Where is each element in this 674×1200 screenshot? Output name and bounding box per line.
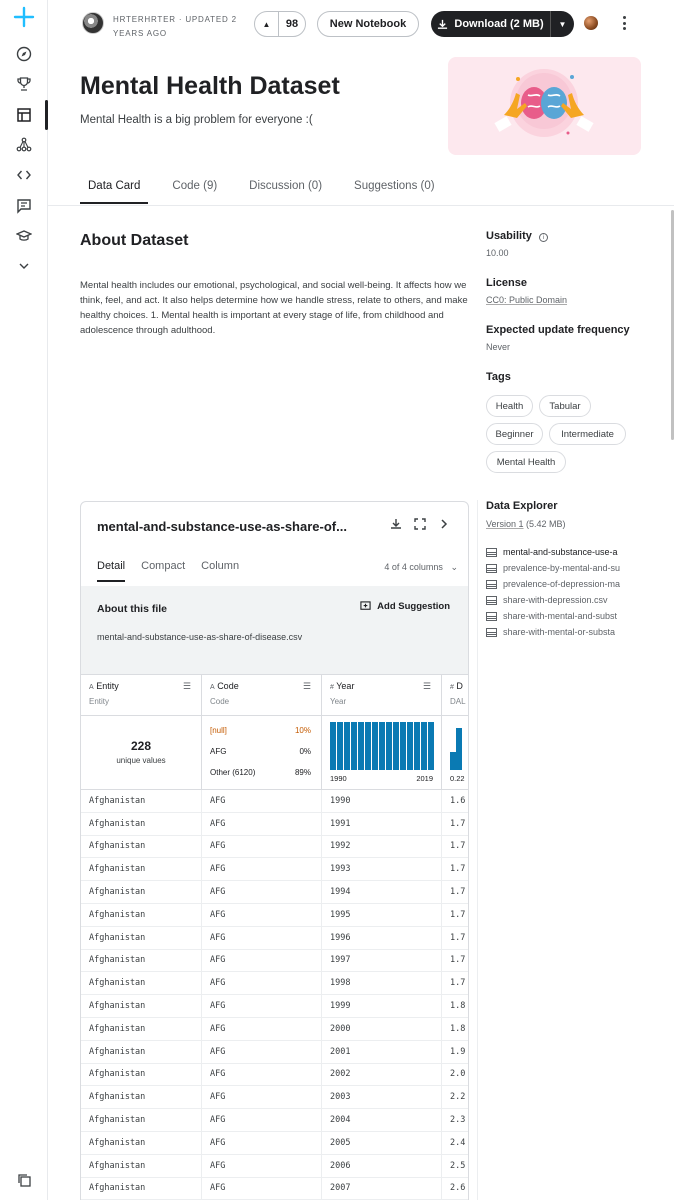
table-row[interactable] — [81, 927, 468, 950]
file-full-name: mental-and-substance-use-as-share-of-disease.csv — [97, 632, 303, 642]
table-cell: Afghanistan — [81, 1132, 202, 1154]
download-label: Download (2 MB) — [454, 18, 544, 30]
update-frequency-value: Never — [486, 342, 511, 352]
table-row[interactable] — [81, 1086, 468, 1109]
table-row[interactable] — [81, 881, 468, 904]
year-max: 2019 — [416, 774, 433, 783]
table-file-icon — [486, 580, 497, 589]
file-name: share-with-depression.csv — [503, 595, 608, 605]
table-cell: AFG — [202, 1109, 322, 1131]
file-preview-card — [80, 501, 469, 1200]
owner-avatar[interactable] — [82, 12, 104, 34]
file-name: prevalence-of-depression-ma — [503, 579, 621, 589]
table-cell: Afghanistan — [81, 881, 202, 903]
table-cell: AFG — [202, 790, 322, 812]
table-row[interactable] — [81, 1178, 468, 1200]
file-name: share-with-mental-or-substa — [503, 627, 616, 637]
code-stats — [202, 716, 322, 789]
download-button[interactable] — [431, 11, 574, 37]
file-list — [486, 544, 646, 640]
download-icon — [437, 19, 448, 30]
owner-updated-text[interactable]: HRTERHRTER · UPDATED 2 YEARS AGO — [113, 15, 237, 38]
datasets-table-icon[interactable] — [14, 105, 34, 125]
table-row[interactable] — [81, 790, 468, 813]
histogram-bar — [407, 722, 413, 770]
column-count-select[interactable] — [384, 562, 458, 573]
table-cell: 2005 — [322, 1132, 442, 1154]
file-item[interactable] — [486, 608, 646, 624]
more-options-icon[interactable] — [618, 14, 630, 32]
table-cell: 2003 — [322, 1086, 442, 1108]
table-cell: 2.6 — [450, 1183, 466, 1194]
about-heading: About Dataset — [80, 232, 189, 249]
data-explorer-label: Data Explorer — [486, 500, 558, 512]
file-item[interactable] — [486, 576, 646, 592]
file-item[interactable] — [486, 544, 646, 560]
table-cell: 1.7 — [450, 978, 466, 989]
table-cell: Afghanistan — [81, 950, 202, 972]
table-cell: 1.7 — [450, 864, 466, 875]
table-cell: Afghanistan — [81, 904, 202, 926]
chevron-down-icon[interactable] — [14, 256, 34, 276]
top-bar — [48, 0, 674, 48]
file-item[interactable] — [486, 624, 646, 640]
table-cell: 1.7 — [450, 841, 466, 852]
column-name: Year — [336, 681, 355, 691]
file-item[interactable] — [486, 560, 646, 576]
table-row[interactable] — [81, 1155, 468, 1178]
histogram-bar — [421, 722, 427, 770]
column-divider — [477, 500, 478, 1200]
table-cell: 1991 — [322, 813, 442, 835]
about-description: Mental health includes our emotional, psychological, and social well-being. It affects how we think, feel, and act. It also helps determine how we handle stress, relate to others, and make healthy choices. 1. Mental health is important at every stage of life, from childhood and adolescence through adulthood. — [80, 280, 468, 336]
chevron-right-icon[interactable] — [438, 518, 450, 533]
usability-value: 10.00 — [486, 248, 509, 258]
chevron-down-icon: ⌄ — [450, 562, 458, 572]
table-cell: Afghanistan — [81, 858, 202, 880]
histogram-bar — [330, 722, 336, 770]
table-row[interactable] — [81, 972, 468, 995]
dalys-stats — [442, 716, 469, 789]
table-cell: 1.7 — [450, 909, 466, 920]
table-row[interactable] — [81, 813, 468, 836]
table-cell: Afghanistan — [81, 972, 202, 994]
table-cell: 2002 — [322, 1064, 442, 1086]
table-cell: 1997 — [322, 950, 442, 972]
table-cell: 1.9 — [450, 1046, 466, 1057]
table-cell: AFG — [202, 881, 322, 903]
tag-chip[interactable]: Tabular — [539, 395, 591, 417]
column-name: Entity — [96, 681, 119, 691]
table-cell: AFG — [202, 1018, 322, 1040]
table-file-icon — [486, 628, 497, 637]
sort-filter-icon[interactable]: ☰ — [422, 681, 431, 691]
table-cell: AFG — [202, 950, 322, 972]
column-header-code[interactable] — [202, 675, 322, 715]
table-cell: 2001 — [322, 1041, 442, 1063]
histogram-bar — [414, 722, 420, 770]
histogram-bar — [365, 722, 371, 770]
column-header-entity[interactable] — [81, 675, 202, 715]
tab-data-card[interactable]: Data Card — [80, 180, 148, 204]
year-histogram[interactable] — [330, 722, 434, 770]
file-card-title: mental-and-substance-use-as-share-of... — [97, 519, 347, 534]
histogram-bar — [393, 722, 399, 770]
compass-icon[interactable] — [14, 44, 34, 64]
histogram-bar — [351, 722, 357, 770]
usability-label: Usability — [486, 230, 532, 242]
view-mode-tabs — [97, 560, 239, 582]
table-cell: Afghanistan — [81, 1109, 202, 1131]
other-label: Other (6120) — [210, 768, 256, 777]
table-file-icon — [486, 564, 497, 573]
unique-label: unique values — [116, 756, 166, 765]
tag-chip[interactable]: Mental Health — [486, 451, 566, 473]
expand-fullscreen-icon[interactable] — [414, 518, 426, 533]
table-cell: 1.7 — [450, 818, 466, 829]
column-name: Code — [217, 681, 239, 691]
tab-suggestions[interactable]: Suggestions (0) — [354, 180, 435, 192]
column-description: Entity — [89, 697, 110, 706]
histogram-bar — [358, 722, 364, 770]
table-cell: 1992 — [322, 836, 442, 858]
table-row[interactable] — [81, 1132, 468, 1155]
table-cell: Afghanistan — [81, 1086, 202, 1108]
column-description: Code — [210, 697, 230, 706]
other-pct: 89% — [294, 768, 311, 777]
grid-header — [81, 674, 468, 716]
table-cell: Afghanistan — [81, 1064, 202, 1086]
vote-count: 98 — [285, 18, 299, 30]
histogram-bar — [400, 722, 406, 770]
usability-section — [486, 230, 666, 258]
table-cell: AFG — [202, 904, 322, 926]
active-nav-indicator — [45, 100, 48, 130]
numeric-type-icon: # — [450, 684, 454, 691]
suggestion-icon — [360, 601, 371, 612]
license-section — [486, 277, 666, 305]
upvote-button[interactable] — [254, 11, 306, 37]
download-file-icon[interactable] — [390, 518, 402, 533]
user-profile-avatar[interactable] — [584, 16, 598, 30]
file-name: share-with-mental-and-subst — [503, 611, 618, 621]
table-cell: 2007 — [322, 1178, 442, 1200]
left-nav-rail — [0, 0, 48, 1200]
table-cell: 1995 — [322, 904, 442, 926]
tab-compact[interactable]: Compact — [141, 560, 186, 572]
license-link[interactable]: CC0: Public Domain — [486, 295, 568, 305]
year-stats — [322, 716, 442, 789]
dalys-hist-bar — [456, 728, 462, 770]
column-description: DAL — [450, 697, 466, 706]
entity-stats — [81, 716, 202, 789]
create-plus-icon[interactable] — [13, 6, 35, 28]
add-suggestion-label: Add Suggestion — [377, 601, 450, 612]
histogram-bar — [372, 722, 378, 770]
table-file-icon — [486, 548, 497, 557]
table-cell: 1.8 — [450, 1001, 466, 1012]
table-row[interactable] — [81, 836, 468, 859]
table-cell: AFG — [202, 1178, 322, 1200]
column-count-label: 4 of 4 columns — [384, 562, 443, 572]
table-cell: AFG — [202, 1064, 322, 1086]
table-cell: 2.2 — [450, 1092, 466, 1103]
grid-body — [81, 790, 468, 1200]
table-cell: 2.0 — [450, 1069, 466, 1080]
table-cell: 1.8 — [450, 1023, 466, 1034]
table-cell: 2000 — [322, 1018, 442, 1040]
table-cell: AFG — [202, 1132, 322, 1154]
tags-label: Tags — [486, 371, 511, 383]
table-cell: AFG — [202, 813, 322, 835]
histogram-bar — [344, 722, 350, 770]
dataset-tabs — [80, 180, 443, 204]
sort-filter-icon[interactable]: ☰ — [302, 681, 311, 691]
table-row[interactable] — [81, 1109, 468, 1132]
learn-cap-icon[interactable] — [14, 226, 34, 246]
table-cell: AFG — [202, 1086, 322, 1108]
afg-label: AFG — [210, 747, 227, 756]
update-frequency-section — [486, 324, 666, 352]
histogram-bar — [428, 722, 434, 770]
file-item[interactable] — [486, 592, 646, 608]
dataset-title: Mental Health Dataset — [80, 72, 340, 100]
table-file-icon — [486, 596, 497, 605]
table-cell: 2004 — [322, 1109, 442, 1131]
update-frequency-label: Expected update frequency — [486, 324, 630, 336]
tab-column[interactable]: Column — [201, 560, 240, 572]
tag-chip[interactable]: Beginner — [486, 423, 543, 445]
dalys-min: 0.22 — [450, 774, 465, 783]
table-row[interactable] — [81, 1041, 468, 1064]
tag-chip[interactable]: Intermediate — [549, 423, 626, 445]
models-icon[interactable] — [14, 135, 34, 155]
column-stats-row — [81, 716, 468, 790]
table-cell: Afghanistan — [81, 836, 202, 858]
table-cell: AFG — [202, 858, 322, 880]
table-cell: AFG — [202, 995, 322, 1017]
table-cell: Afghanistan — [81, 1041, 202, 1063]
table-cell: 1.7 — [450, 887, 466, 898]
histogram-bar — [379, 722, 385, 770]
table-cell: 2.5 — [450, 1160, 466, 1171]
sort-filter-icon[interactable]: ☰ — [182, 681, 191, 691]
table-cell: Afghanistan — [81, 813, 202, 835]
about-file-panel — [81, 586, 468, 674]
tab-detail[interactable]: Detail — [97, 560, 125, 582]
table-cell: 1.6 — [450, 795, 466, 806]
tab-code[interactable]: Code (9) — [172, 180, 218, 192]
tab-divider — [48, 205, 674, 206]
table-cell: Afghanistan — [81, 927, 202, 949]
table-cell: Afghanistan — [81, 1018, 202, 1040]
column-header-dalys[interactable] — [442, 675, 469, 715]
table-row[interactable] — [81, 904, 468, 927]
column-name: D — [456, 681, 463, 691]
table-cell: Afghanistan — [81, 995, 202, 1017]
table-cell: AFG — [202, 927, 322, 949]
dataset-cover-image — [448, 57, 641, 155]
table-row[interactable] — [81, 858, 468, 881]
table-cell: 1.7 — [450, 955, 466, 966]
afg-pct: 0% — [299, 747, 311, 756]
table-cell: AFG — [202, 972, 322, 994]
column-description: Year — [330, 697, 347, 706]
file-name: prevalence-by-mental-and-su — [503, 563, 621, 573]
version-link[interactable]: Version 1 — [486, 519, 524, 529]
code-icon[interactable] — [14, 165, 34, 185]
table-row[interactable] — [81, 1064, 468, 1087]
table-cell: 1996 — [322, 927, 442, 949]
table-cell: 1994 — [322, 881, 442, 903]
table-cell: AFG — [202, 836, 322, 858]
data-grid — [81, 674, 468, 1200]
license-label: License — [486, 277, 527, 289]
about-file-heading: About this file — [97, 603, 167, 615]
null-pct: 10% — [294, 726, 311, 735]
table-cell: 1999 — [322, 995, 442, 1017]
file-name: mental-and-substance-use-a — [503, 547, 618, 557]
dataset-subtitle: Mental Health is a big problem for everyone :( — [80, 114, 313, 126]
data-explorer-section — [486, 500, 666, 529]
table-cell: 1998 — [322, 972, 442, 994]
table-cell: Afghanistan — [81, 1178, 202, 1200]
table-cell: Afghanistan — [81, 1155, 202, 1177]
table-row[interactable] — [81, 995, 468, 1018]
histogram-bar — [337, 722, 343, 770]
new-notebook-button[interactable]: New Notebook — [317, 11, 419, 37]
copy-pages-icon[interactable] — [14, 1170, 34, 1190]
year-min: 1990 — [330, 774, 347, 783]
unique-count: 228 — [130, 739, 152, 753]
null-label: [null] — [210, 726, 227, 735]
table-cell: 2.3 — [450, 1115, 466, 1126]
table-file-icon — [486, 612, 497, 621]
upvote-arrow-icon[interactable]: ▲ — [255, 12, 279, 36]
table-cell: 1.7 — [450, 932, 466, 943]
dataset-size: (5.42 MB) — [526, 519, 566, 529]
discussions-icon[interactable] — [14, 196, 34, 216]
trophy-icon[interactable] — [14, 74, 34, 94]
tab-discussion[interactable]: Discussion (0) — [249, 180, 323, 192]
table-row[interactable] — [81, 950, 468, 973]
table-cell: 1993 — [322, 858, 442, 880]
tag-chip[interactable]: Health — [486, 395, 533, 417]
histogram-bar — [386, 722, 392, 770]
download-menu-caret-icon[interactable]: ▼ — [550, 11, 574, 37]
numeric-type-icon: # — [330, 684, 334, 691]
string-type-icon: A — [89, 684, 94, 691]
info-icon[interactable]: i — [539, 233, 548, 242]
table-cell: Afghanistan — [81, 790, 202, 812]
table-cell: AFG — [202, 1155, 322, 1177]
table-cell: AFG — [202, 1041, 322, 1063]
table-row[interactable] — [81, 1018, 468, 1041]
string-type-icon: A — [210, 684, 215, 691]
add-suggestion-button[interactable] — [360, 601, 450, 612]
table-cell: 2.4 — [450, 1137, 466, 1148]
tags-section — [486, 371, 666, 383]
column-header-year[interactable] — [322, 675, 442, 715]
table-cell: 2006 — [322, 1155, 442, 1177]
table-cell: 1990 — [322, 790, 442, 812]
